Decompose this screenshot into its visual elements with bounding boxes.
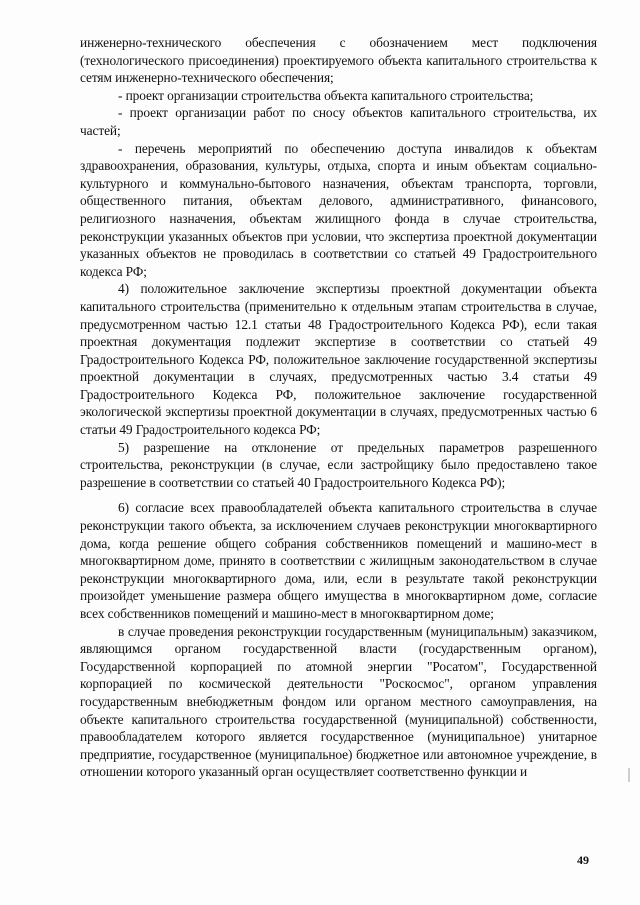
paragraph-item-6-owners-consent: 6) согласие всех правообладателей объекта капитального строительства в случае реконструкции такого объекта, за исключением случаев реконструкции многоквартирного дома, когда решение общего собрания собственников помещений и машино-мест в многоквартирном доме, принято в соответствии с жилищным законодательством в случае реконструкции многоквартирного дома, или, если в результате такой реконструкции произойдет уменьшение размера общего имущества в многоквартирном доме, согласие всех собственников помещений и машино-мест в многоквартирном доме; bbox=[80, 500, 597, 621]
page-number: 49 bbox=[577, 853, 589, 867]
paragraph-item-5-deviation-permit: 5) разрешение на отклонение от предельных параметров разрешенного строительства, реконструкции (в случае, если застройщику было предоставлено такое разрешение в соответствии со статьей 40 Градостроительного Кодекса РФ); bbox=[80, 439, 597, 490]
paragraph-engineering-connection: инженерно-технического обеспечения с обозначением мест подключения (технологического присоединения) проектируемого объекта капитального строительства к сетям инженерно-технического обеспечения; bbox=[80, 35, 597, 86]
paragraph-item-4-expertise: 4) положительное заключение экспертизы проектной документации объекта капитального строительства (применительно к отдельным этапам строительства в случае, предусмотренном частью 12.1 статьи 48 Градостроительного Кодекса РФ), если такая проектная документация подлежит экспертизе в соответствии со статьей 49 Градостроительного Кодекса РФ, положительное заключение государственной экспертизы проектной документации в случаях, предусмотренных частью 3.4 статьи 49 Градостроительного Кодекса РФ, положительное заключение государственной экологической экспертизы проектной документации в случаях, предусмотренных частью 6 статьи 49 Градостроительного кодекса РФ; bbox=[80, 281, 597, 438]
document-body bbox=[80, 34, 597, 781]
scan-artifact bbox=[628, 768, 630, 782]
paragraph-disabled-access-measures: - перечень мероприятий по обеспечению доступа инвалидов к объектам здравоохранения, образования, культуры, отдыха, спорта и иным объектам социально-культурного и коммунально-бытового назначения, объектам транспорта, торговли, общественного питания, объектам делового, административного, финансового, религиозного назначения, объектам жилищного фонда в случае строительства, реконструкции указанных объектов при условии, что экспертиза проектной документации указанных объектов не проводилась в соответствии со статьей 49 Градостроительного кодекса РФ; bbox=[80, 140, 597, 279]
paragraph-construction-organization-project: - проект организации строительства объекта капитального строительства; bbox=[118, 87, 534, 103]
paragraph-demolition-project: - проект организации работ по сносу объектов капитального строительства, их частей; bbox=[80, 105, 597, 138]
paragraph-state-customer-reconstruction: в случае проведения реконструкции государственным (муниципальным) заказчиком, являющимся органом государственной власти (государственным органом), Государственной корпорацией по атомной энергии "Росатом", Государственной корпорацией по космической деятельности "Роскосмос", органом управления государственным внебюджетным фондом или органом местного самоуправления, на объекте капитального строительства государственной (муниципальной) собственности, правообладателем которого является государственное (муниципальное) унитарное предприятие, государственное (муниципальное) бюджетное или автономное учреждение, в отношении которого указанный орган осуществляет соответственно функции и bbox=[80, 623, 597, 780]
